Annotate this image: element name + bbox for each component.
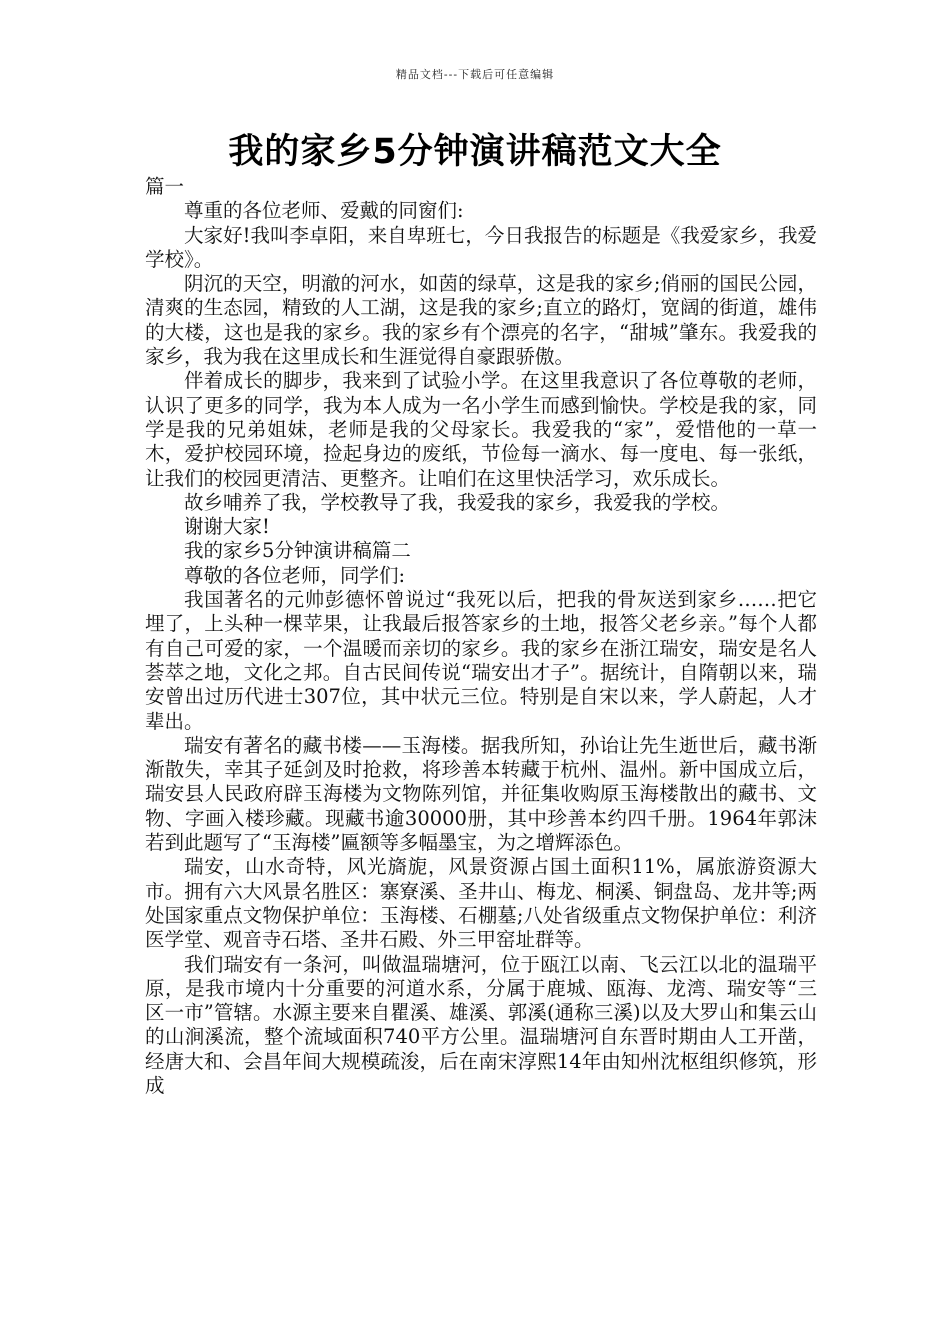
paragraph-scenery: 瑞安，山水奇特，风光旖旎，风景资源占国土面积11%，属旅游资源大市。拥有六大风景名胜区：寨寮溪、圣井山、梅龙、桐溪、铜盘岛、龙井等;两处国家重点文物保护单位：玉海楼、石棚墓;八处省级重点文物保护单位：利济医学堂、观音寺石塔、圣井石殿、外三甲窑址群等。 — [145, 855, 817, 952]
paragraph-yuhai-tower: 瑞安有著名的藏书楼——玉海楼。据我所知，孙诒让先生逝世后，藏书渐渐散失，幸其子延剑及时抢救，将珍善本转藏于杭州、温州。新中国成立后，瑞安县人民政府辟玉海楼为文物陈列馆，并征集收购原玉海楼散出的藏书、文物、字画入楼珍藏。现藏书逾30000册，其中珍善本约四千册。1964年郭沫若到此题写了“玉海楼”匾额等多幅墨宝，为之增辉添色。 — [145, 733, 817, 855]
paragraph-thanks: 谢谢大家! — [184, 515, 270, 539]
document-title: 我的家乡5分钟演讲稿范文大全 — [228, 132, 722, 172]
section-label: 篇一 — [145, 175, 185, 198]
paragraph-salutation: 尊重的各位老师、爱戴的同窗们: — [184, 199, 464, 223]
paragraph-tanghe-river: 我们瑞安有一条河，叫做温瑞塘河，位于瓯江以南、飞云江以北的温瑞平原，是我市境内十分重要的河道水系，分属于鹿城、瓯海、龙湾、瑞安等“三区一市”管辖。水源主要来自瞿溪、雄溪、郭溪(通称三溪)以及大罗山和集云山的山涧溪流，整个流域面积740平方公里。温瑞塘河自东晋时期由人工开凿，经唐大和、会昌年间大规模疏浚，后在南宋淳熙14年由知州沈枢组织修筑，形成 — [145, 952, 817, 1097]
paragraph-salutation-2: 尊敬的各位老师，同学们: — [184, 563, 406, 587]
paragraph-closing: 故乡哺养了我，学校教导了我，我爱我的家乡，我爱我的学校。 — [184, 490, 731, 514]
page-header-note: 精品文档---下载后可任意编辑 — [395, 68, 555, 81]
document-body — [145, 175, 817, 1098]
section-heading-2: 我的家乡5分钟演讲稿篇二 — [184, 539, 411, 563]
paragraph-ruian-intro: 我国著名的元帅彭德怀曾说过“我死以后，把我的骨灰送到家乡……把它埋了，上头种一棵苹果，让我最后报答家乡的土地，报答父老乡亲。”每个人都有自己可爱的家，一个温暖而亲切的家乡。我的家乡在浙江瑞安，瑞安是名人荟萃之地，文化之邦。自古民间传说“瑞安出才子”。据统计，自隋朝以来，瑞安曾出过历代进士307位，其中状元三位。特别是自宋以来，学人蔚起，人才辈出。 — [145, 588, 817, 733]
paragraph-school: 伴着成长的脚步，我来到了试验小学。在这里我意识了各位尊敬的老师，认识了更多的同学，我为本人成为一名小学生而感到愉快。学校是我的家，同学是我的兄弟姐妹，老师是我的父母家长。我爱我的“家”，爱惜他的一草一木，爱护校园环境，捡起身边的废纸，节俭每一滴水、每一度电、每一张纸，让我们的校园更清洁、更整齐。让咱们在这里快活学习，欢乐成长。 — [145, 369, 817, 490]
paragraph-hometown: 阴沉的天空，明澈的河水，如茵的绿草，这是我的家乡;俏丽的国民公园，清爽的生态园，精致的人工湖，这是我的家乡;直立的路灯，宽阔的街道，雄伟的大楼，这也是我的家乡。我的家乡有个漂亮的名字，“甜城”肇东。我爱我的家乡，我为我在这里成长和生涯觉得自豪跟骄傲。 — [145, 272, 817, 369]
paragraph-greeting: 大家好!我叫李卓阳，来自卑班七，今日我报告的标题是《我爱家乡，我爱学校》。 — [145, 223, 817, 271]
